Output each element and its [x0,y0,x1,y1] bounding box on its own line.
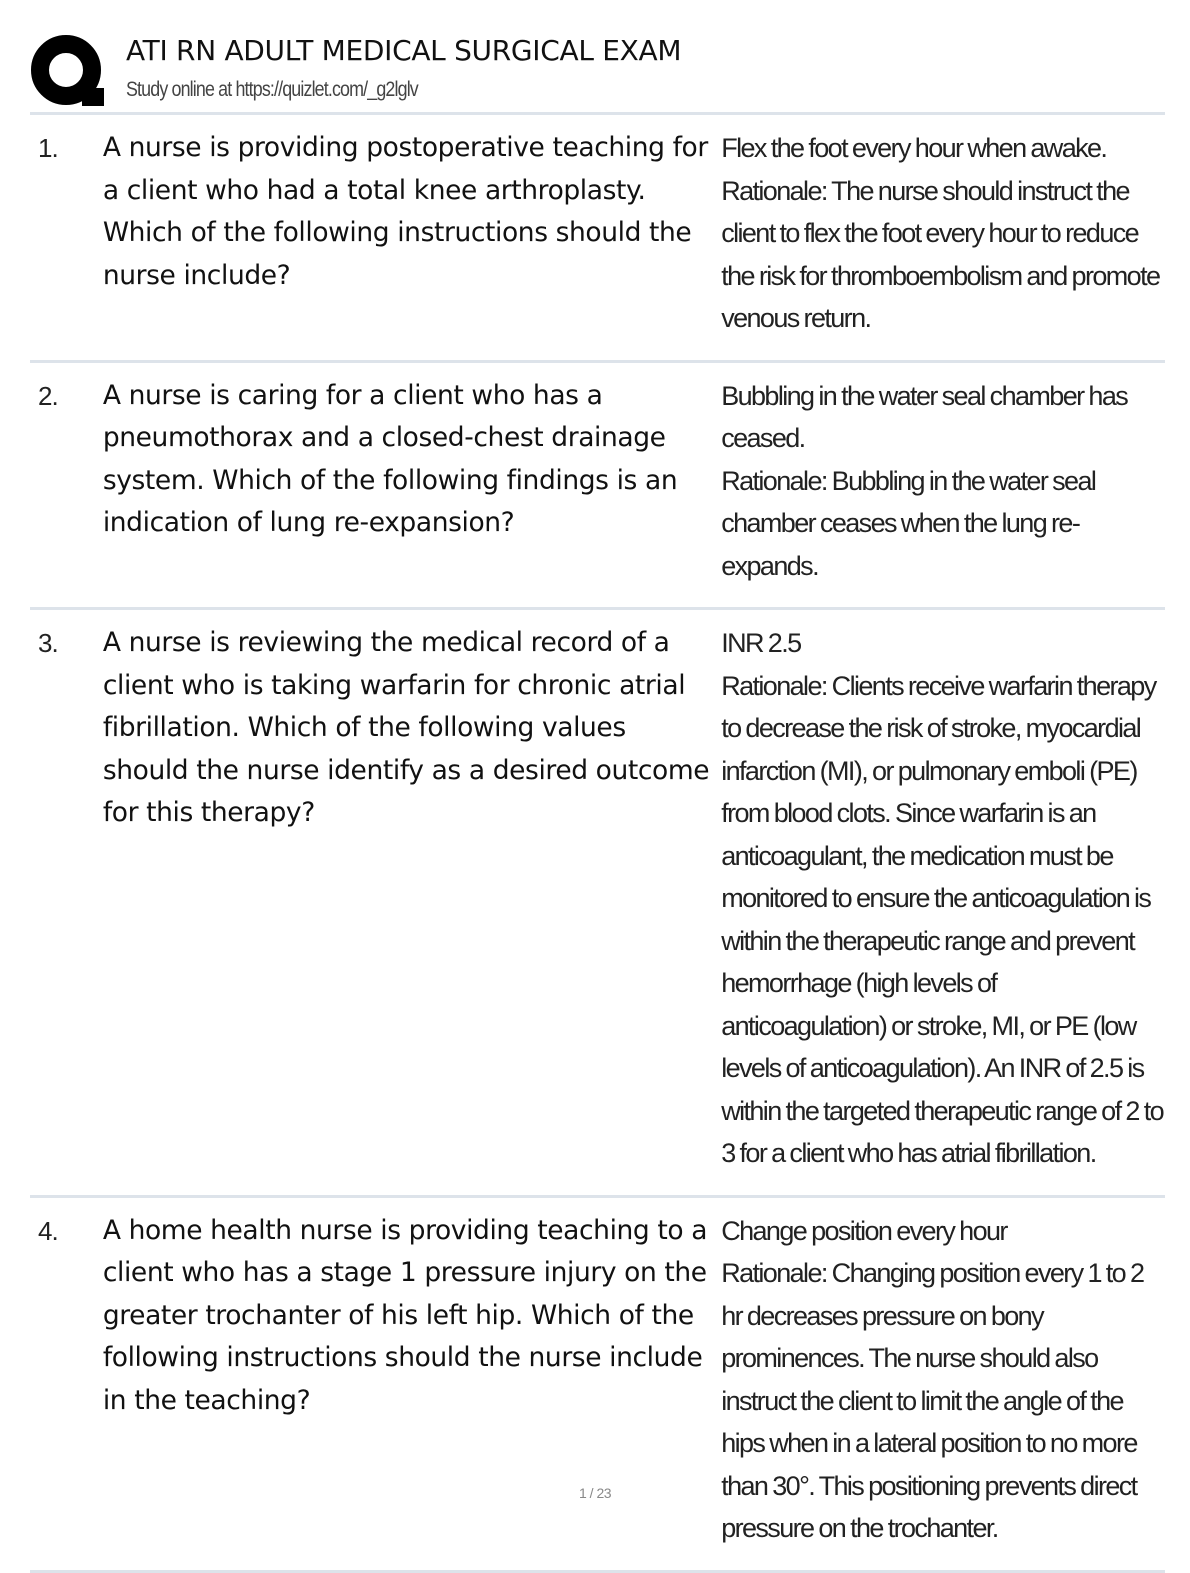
card-answer [721,127,1165,340]
flashcard-row [30,363,1165,611]
flashcard-list [30,115,1165,1573]
card-question: A nurse is providing postoperative teaching for a client who had a total knee arthroplasty. Which of the following instructions should the nurse include? [102,132,708,291]
card-answer [721,375,1165,588]
card-answer [721,622,1165,1175]
card-question: A home health nurse is providing teaching to a client who has a stage 1 pressure injury on the greater trochanter of his left hip. Which of the following instructions should the nurse include in the teaching? [102,1214,708,1416]
card-number: 2. [38,380,58,411]
flashcard-row [30,1198,1165,1573]
document-title: ATI RN ADULT MEDICAL SURGICAL EXAM [126,34,682,67]
page-header [30,30,1165,115]
rationale-text: Rationale: Changing position every 1 to 2 hr decreases pressure on bony prominences. The nurse should also instruct the client to limit the angle of the hips when in a lateral position to no more than 30°. This positioning prevents direct pressure on the trochanter. [721,1258,1144,1543]
rationale-text: Rationale: Clients receive warfarin therapy to decrease the risk of stroke, myocardial infarction (MI), or pulmonary emboli (PE) from blood clots. Since warfarin is an anticoagulant, the medication must be monitored to ensure the anticoagulation is within the therapeutic range and prevent hemorrhage (high levels of anticoagulation) or stroke, MI, or PE (low levels of anticoagulation). An INR of 2.5 is within the targeted therapeutic range of 2 to 3 for a client who has atrial fibrillation. [721,670,1164,1168]
answer-text: Bubbling in the water seal chamber has ceased. [721,380,1128,453]
card-number: 4. [38,1215,58,1246]
study-online-link[interactable]: Study online at https://quizlet.com/_g2lglv [126,78,418,101]
card-question: A nurse is caring for a client who has a pneumothorax and a closed-chest drainage system. Which of the following findings is an indication of lung re-expansion? [102,379,678,538]
quizlet-logo-icon [30,34,106,110]
rationale-text: Rationale: The nurse should instruct the client to flex the foot every hour to reduce the risk for thromboembolism and promote venous return. [721,175,1160,333]
flashcard-row [30,610,1165,1198]
card-number: 3. [38,628,58,658]
card-number: 1. [38,133,58,163]
card-question: A nurse is reviewing the medical record of a client who is taking warfarin for chronic atrial fibrillation. Which of the following values should the nurse identify as a desired outcome for this therapy? [102,627,710,828]
answer-text: Change position every hour [721,1215,1007,1246]
answer-text: Flex the foot every hour when awake. [721,133,1107,163]
page-number: 1 / 23 [578,1485,612,1501]
rationale-text: Rationale: Bubbling in the water seal chamber ceases when the lung re-expands. [721,465,1096,581]
answer-text: INR 2.5 [721,628,801,658]
flashcard-row [30,115,1165,363]
